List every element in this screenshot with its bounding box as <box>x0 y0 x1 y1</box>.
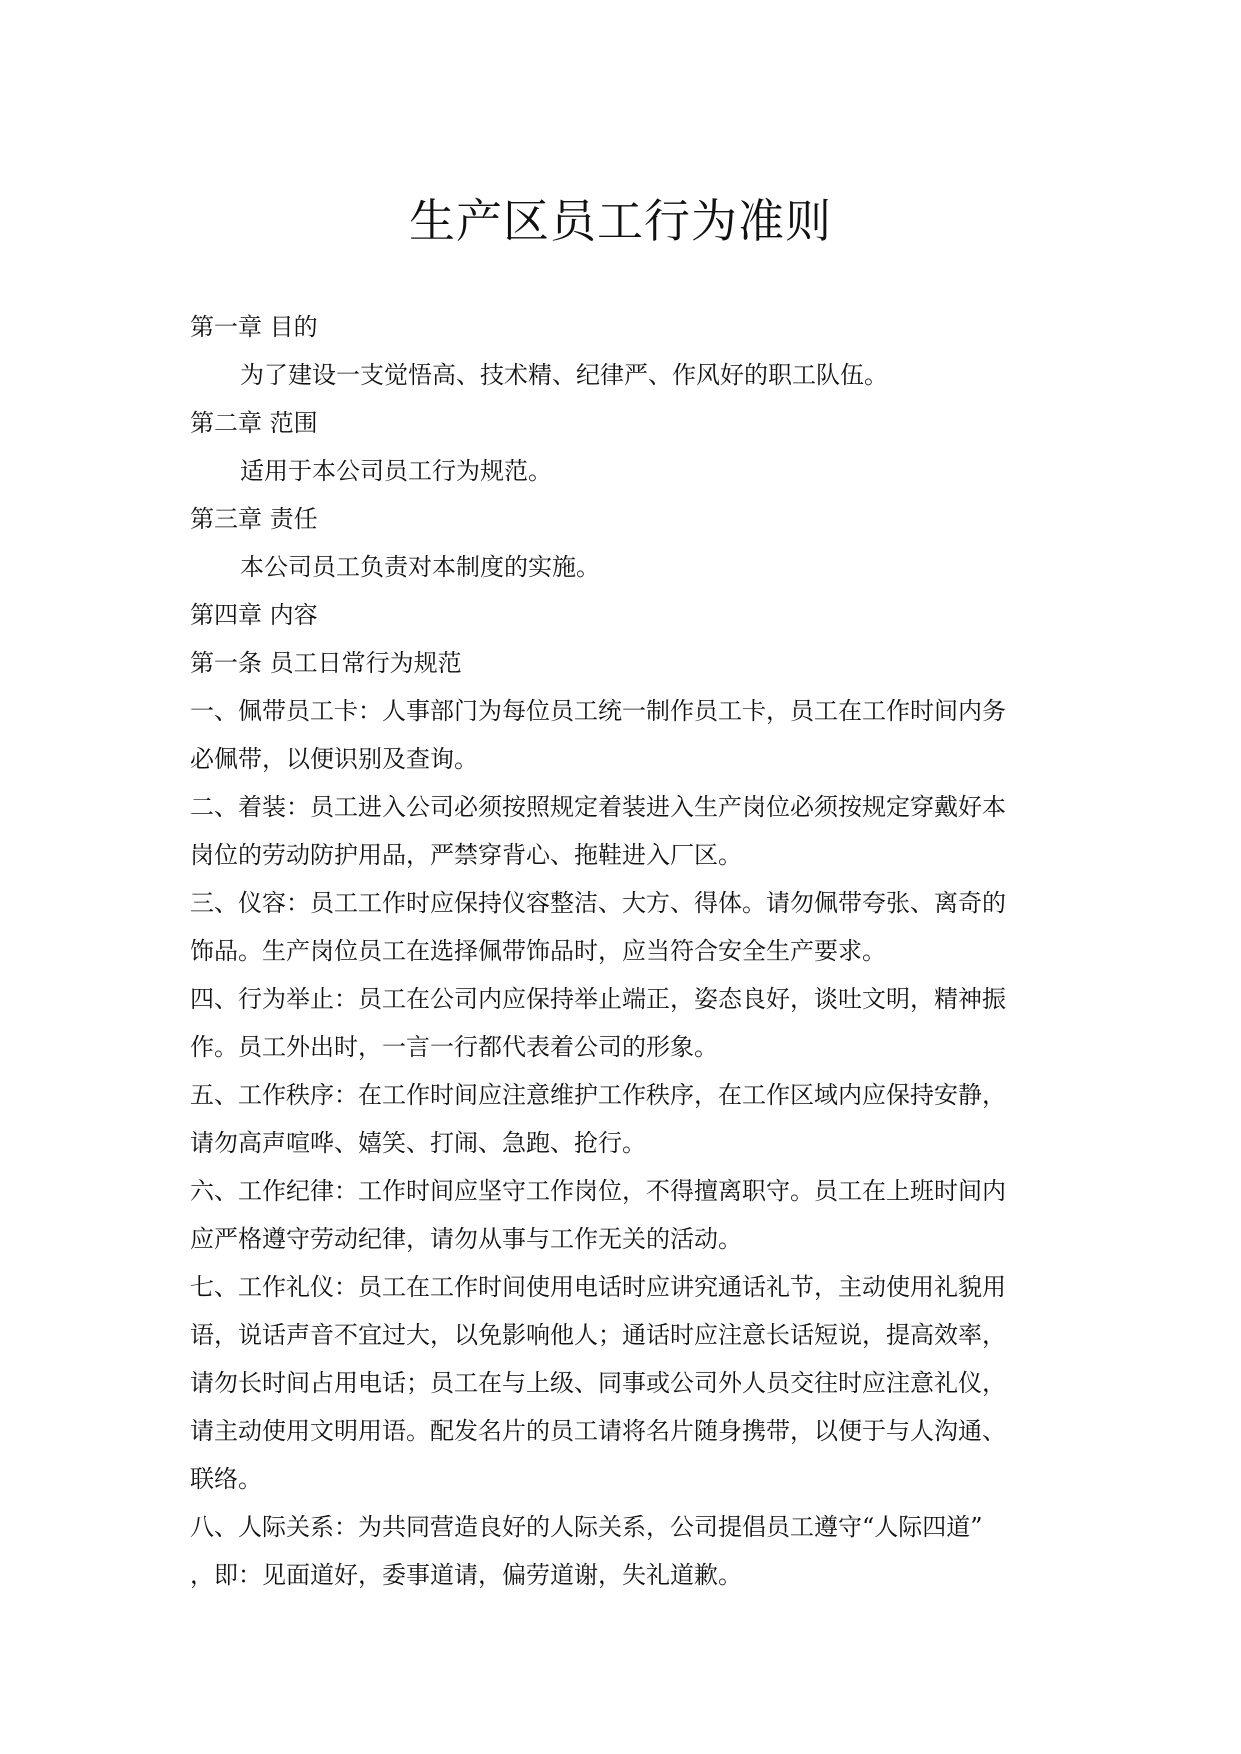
chapter-heading: 第二章 范围 <box>190 409 318 437</box>
paragraph-line: 必佩带，以便识别及查询。 <box>190 745 478 773</box>
paragraph-order-rule <box>190 1071 1042 1167</box>
paragraph-line: 六、工作纪律：工作时间应坚守工作岗位，不得擅离职守。员工在上班时间内 <box>190 1177 1006 1205</box>
paragraph-dress-rule <box>190 783 1042 879</box>
paragraph-line: 请主动使用文明用语。配发名片的员工请将名片随身携带，以便于与人沟通、 <box>190 1417 1006 1445</box>
paragraph-line: 四、行为举止：员工在公司内应保持举止端正，姿态良好，谈吐文明，精神振 <box>190 985 1006 1013</box>
chapter-text: 适用于本公司员工行为规范。 <box>240 457 552 485</box>
paragraph-line: 五、工作秩序：在工作时间应注意维护工作秩序，在工作区域内应保持安静， <box>190 1081 1006 1109</box>
paragraph-line: 岗位的劳动防护用品，严禁穿背心、拖鞋进入厂区。 <box>190 841 742 869</box>
document-title: 生产区员工行为准则 <box>409 194 832 248</box>
paragraph-line: 二、着装：员工进入公司必须按照规定着装进入生产岗位必须按规定穿戴好本 <box>190 793 1006 821</box>
paragraph-etiquette-rule <box>190 1263 1042 1503</box>
paragraph-line: 作。员工外出时，一言一行都代表着公司的形象。 <box>190 1033 718 1061</box>
paragraph-line: 八、人际关系：为共同营造良好的人际关系，公司提倡员工遵守“人际四道” <box>190 1513 983 1541</box>
chapter-text: 本公司员工负责对本制度的实施。 <box>240 553 600 581</box>
paragraph-line: 请勿长时间占用电话；员工在与上级、同事或公司外人员交往时应注意礼仪， <box>190 1369 1006 1397</box>
paragraph-line: ，即：见面道好，委事道请，偏劳道谢，失礼道歉。 <box>190 1561 742 1589</box>
chapter-heading: 第四章 内容 <box>190 601 318 629</box>
paragraph-line: 一、佩带员工卡：人事部门为每位员工统一制作员工卡，员工在工作时间内务 <box>190 697 1006 725</box>
paragraph-line: 请勿高声喧哗、嬉笑、打闹、急跑、抢行。 <box>190 1129 646 1157</box>
article-heading: 第一条 员工日常行为规范 <box>190 649 462 677</box>
paragraph-appearance-rule <box>190 879 1042 975</box>
paragraph-line: 应严格遵守劳动纪律，请勿从事与工作无关的活动。 <box>190 1225 742 1253</box>
chapter-text: 为了建设一支觉悟高、技术精、纪律严、作风好的职工队伍。 <box>240 361 888 389</box>
paragraph-line: 语，说话声音不宜过大，以免影响他人；通话时应注意长话短说，提高效率， <box>190 1321 1006 1349</box>
paragraph-line: 三、仪容：员工工作时应保持仪容整洁、大方、得体。请勿佩带夸张、离奇的 <box>190 889 1006 917</box>
paragraph-behavior-rule <box>190 975 1042 1071</box>
document-body <box>190 303 1042 1599</box>
chapter-heading: 第三章 责任 <box>190 505 318 533</box>
paragraph-line: 饰品。生产岗位员工在选择佩带饰品时，应当符合安全生产要求。 <box>190 937 886 965</box>
paragraph-line: 七、工作礼仪：员工在工作时间使用电话时应讲究通话礼节，主动使用礼貌用 <box>190 1273 1006 1301</box>
paragraph-badge-rule <box>190 687 1042 783</box>
paragraph-relationship-rule <box>190 1503 1042 1599</box>
chapter-heading: 第一章 目的 <box>190 313 318 341</box>
paragraph-discipline-rule <box>190 1167 1042 1263</box>
paragraph-line: 联络。 <box>190 1465 262 1493</box>
